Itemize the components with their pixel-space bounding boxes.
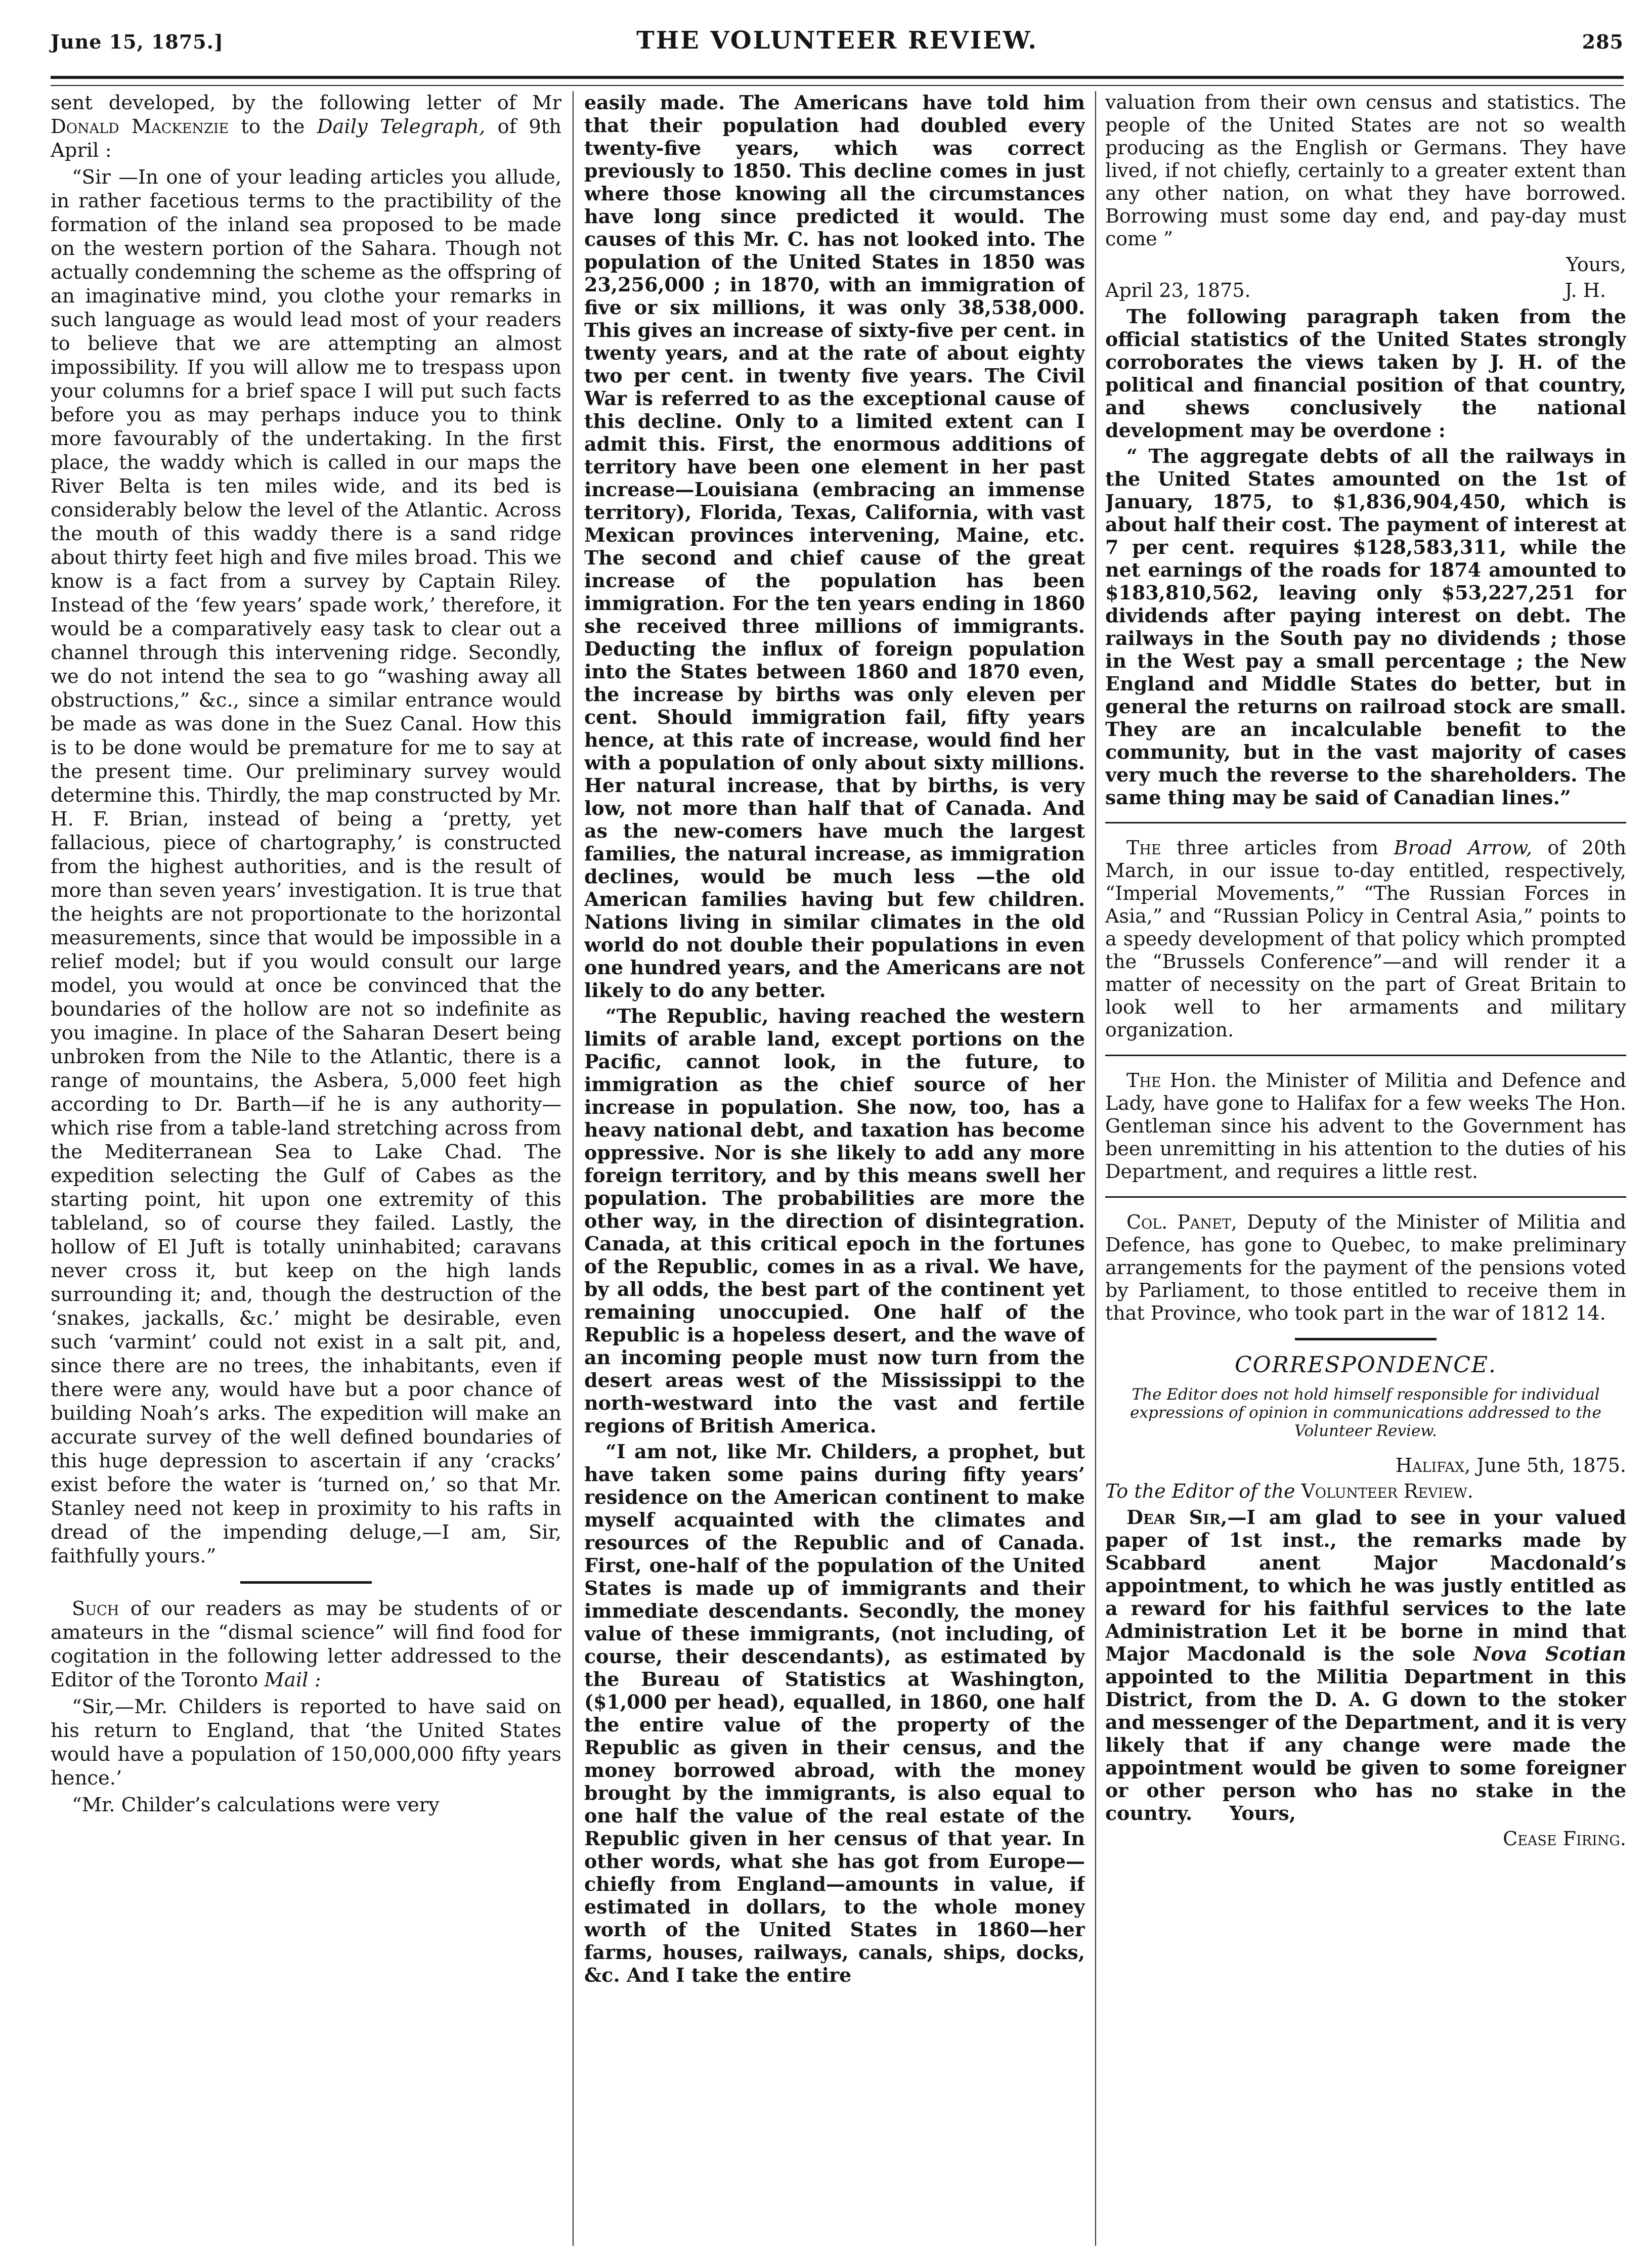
column-1 bbox=[51, 91, 561, 2246]
col3-broad-text-2: of 20th March, in our issue to-day entitled, respectively, “Imperial Movements,” “The Russian Forces in Asia,” and “Russian Policy in Central Asia,” points to a speedy development of that policy which prompted the “Brussels Conference”—and will render it a matter of necessity on the part of Great Britain to look well to her armaments and military organization. bbox=[1105, 837, 1626, 1041]
letter-body-text-2: appointed to the Militia Department in this District, from the D. A. G down to the stoker and messenger of the Department, and it is very likely that if any change were made the appointment would be given to some foreigner or other person who has no stake in the country. bbox=[1105, 1665, 1626, 1824]
dateline-date: June 5th, 1875. bbox=[1470, 1454, 1626, 1476]
col1-such-text: of our readers as may be students of or amateurs in the “dismal science” will find food for cogitation in the following letter addressed to the Editor of the Toronto bbox=[51, 1597, 561, 1691]
col1-childers-calc: “Mr. Childer’s calculations were very bbox=[72, 1794, 440, 1816]
letter-dateline bbox=[1105, 1454, 1626, 1477]
column-divider-2 bbox=[1095, 91, 1096, 2246]
section-separator bbox=[1105, 822, 1626, 823]
lead-word: Such bbox=[72, 1597, 119, 1620]
col1-paragraph-intro bbox=[51, 91, 561, 162]
col2-paragraph-1: easily made. The Americans have told him that their population had doubled every twenty-five years, which was correct previously to 1850. This decline comes in just where those knowing all the circumstances have long since predicted it would. The causes of this Mr. C. has not looked into. The population of the United States in 1850 was 23,256,000 ; in 1870, with an immigration of five or six millions, it was only 38,538,000. This gives an increase of sixty-five per cent. in twenty years, and at the rate of about eighty two per cent. in twenty five years. The Civil War is referred to as the exceptional cause of this decline. Only to a limited extent can I admit this. First, the enormous additions of territory have been one element in her past increase—Louisiana (embracing an immense territory), Florida, Texas, California, with vast Mexican provinces intervening, Maine, etc. The second and chief cause of the great increase of the population has been immigration. For the ten years ending in 1860 she received three millions of immigrants. Deducting the influx of foreign population into the States between 1860 and 1870 even, the increase by births was only eleven per cent. Should immigration fail, fifty years hence, at this rate of increase, would find her with a population of only about sixty millions. Her natural increase, that by births, is very low, not more than half that of Canada. And as the new-comers have much the largest families, the natural increase, as immigration declines, would be much less —the old American families having but few children. Nations living in similar climates in the old world do not double their populations in even one hundred years, and the Americans are not likely to do any better. bbox=[584, 91, 1085, 1002]
dateline-place: Halifax, bbox=[1395, 1454, 1471, 1476]
column-divider-1 bbox=[573, 91, 574, 2246]
col3-broad-arrow bbox=[1105, 837, 1626, 1041]
editor-disclaimer: The Editor does not hold himself responsible for individual expressions of opinion in communications addressed to the Volunteer Review. bbox=[1130, 1385, 1601, 1440]
col1-intro-text-3: of 9th April : bbox=[51, 115, 561, 162]
newspaper-title: THE VOLUNTEER REVIEW. bbox=[636, 26, 1038, 55]
col1-intro-text-2: to the bbox=[229, 115, 317, 138]
letter-yours: Yours, bbox=[1229, 1802, 1296, 1824]
newspaper-name: Daily Telegraph, bbox=[317, 115, 486, 138]
header-rule-thin bbox=[51, 85, 1624, 86]
col3-letter-date-line bbox=[1105, 279, 1626, 302]
col-panet-name: Col. Panet, bbox=[1126, 1211, 1237, 1233]
page-number: 285 bbox=[1582, 30, 1624, 53]
section-separator bbox=[1105, 1055, 1626, 1056]
letter-signature: Cease Firing. bbox=[1503, 1828, 1626, 1850]
column-3 bbox=[1105, 91, 1626, 2246]
addressee-paper: Volunteer Review. bbox=[1301, 1480, 1473, 1502]
addressee-text: To the Editor of the bbox=[1105, 1480, 1301, 1502]
section-separator bbox=[1295, 1338, 1437, 1340]
col3-broad-text: three articles from bbox=[1161, 837, 1394, 859]
section-separator bbox=[1105, 1196, 1626, 1198]
correspondence-heading: CORRESPONDENCE. bbox=[1234, 1352, 1497, 1378]
newspaper-mail: Mail : bbox=[264, 1669, 321, 1691]
nova-scotian: Nova Scotian bbox=[1473, 1642, 1626, 1665]
col1-paragraph-such bbox=[51, 1597, 561, 1692]
lead-word: The bbox=[1126, 837, 1161, 859]
letter-body bbox=[1105, 1506, 1626, 1824]
author-name: Donald Mackenzie bbox=[51, 115, 229, 138]
col3-yours: Yours, bbox=[1566, 253, 1626, 276]
col3-panet-text: Deputy of the Minister of Militia and Defence, has gone to Quebec, to make preliminary arrangements for the payment of the pensions voted by Parliament, to those entitled to receive them in that Province, who took part in the war of 1812 14. bbox=[1105, 1211, 1626, 1324]
col3-minister bbox=[1105, 1069, 1626, 1183]
page-header bbox=[51, 20, 1624, 76]
col3-paragraph-2: The following paragraph taken from the official statistics of the United States strongly corroborates the views taken by J. H. of the political and financial position of that country, and shews conclusively the national development may be overdone : bbox=[1105, 305, 1626, 442]
col3-railway-quote: “ The aggregate debts of all the railways in the United States amounted on the 1st of January, 1875, to $1,836,904,450, which is about half their cost. The payment of interest at 7 per cent. requires $128,583,311, while the net earnings of the roads for 1874 amounted to $183,810,562, leaving only $53,227,251 for dividends after paying interest on debt. The railways in the South pay no dividends ; those in the West pay a small percentage ; the New England and Middle States do better, but in general the returns on railroad stock are small. They are an incalculable benefit to the community, but in the vast majority of cases very much the reverse to the shareholders. The same thing may be said of Canadian lines.” bbox=[1105, 445, 1626, 809]
col1-childers-quote: “Sir,—Mr. Childers is reported to have said on his return to England, that ‘the United States would have a population of 150,000,000 fifty years hence.’ bbox=[51, 1695, 561, 1790]
col3-panet bbox=[1105, 1211, 1626, 1325]
section-separator bbox=[240, 1581, 372, 1584]
letter-date: April 23, 1875. bbox=[1105, 279, 1251, 301]
paper-broad-arrow: Broad Arrow, bbox=[1394, 837, 1532, 859]
col2-paragraph-3: “I am not, like Mr. Childers, a prophet, but have taken some pains during fifty years’ residence on the American continent to make myself acquainted with the climates and resources of the Republic and of Canada. First, one-half of the population of the United States is made up of immigrants and their immediate descendants. Secondly, the money value of these immigrants, (not including, of course, their descendants), as estimated by the Bureau of Statistics at Washington, ($1,000 per head), equalled, in 1860, one half the entire value of the property of the Republic as given in their census, and the money borrowed abroad, with the money brought by the immigrants, is also equal to one half the value of the real estate of the Republic given in her census of that year. In other words, what she has got from Europe—chiefly from England—amounts in value, if estimated in dollars, to the whole money worth of the United States in 1860—her farms, houses, railways, canals, ships, docks, &c. And I take the entire bbox=[584, 1440, 1085, 1986]
issue-date: June 15, 1875.] bbox=[51, 30, 224, 53]
column-2 bbox=[584, 91, 1085, 2246]
header-rule-thick bbox=[51, 76, 1624, 79]
letter-addressee bbox=[1105, 1480, 1626, 1503]
col3-minister-text: Hon. the Minister of Militia and Defence and Lady, have gone to Halifax for a few weeks The Hon. Gentleman since his advent to the Government has been unremitting in his attention to the duties of his Department, and requires a little rest. bbox=[1105, 1069, 1626, 1183]
col1-letter-body: “Sir —In one of your leading articles you allude, in rather facetious terms to the practibility of the formation of the inland sea proposed to be made on the western portion of the Sahara. Though not actually condemning the scheme as the offspring of an imaginative mind, you clothe your remarks in such language as would lead most of your readers to believe that we are attempting an almost impossibility. If you will allow me to trespass upon your columns for a brief space I will put such facts before you as may perhaps induce you to think more favourably of the undertaking. In the first place, the waddy which is called in our maps the River Belta is ten miles wide, and its bed is considerably below the level of the Atlantic. Across the mouth of this waddy there is a sand ridge about thirty feet high and five miles broad. This we know is a fact from a survey by Captain Riley. Instead of the ‘few years’ spade work,’ therefore, it would be a comparatively easy task to clear out a channel through this intervening ridge. Secondly, we do not intend the sea to go “washing away all obstructions,” &c., since a similar entrance would be made as was done in the Suez Canal. How this is to be done would be premature for me to say at the present time. Our preliminary survey would determine this. Thirdly, the map constructed by Mr. H. F. Brian, instead of being a ‘pretty, yet fallacious, piece of chartography,’ is constructed from the highest authorities, and is the result of more than seven years’ investigation. It is true that the heights are not proportionate to the horizontal measurements, since that would be impossible in a relief model; but if you would consult our large model, you would at once be convinced that the boundaries of the hollow are not so indefinite as you imagine. In place of the Saharan Desert being unbroken from the Nile to the Atlantic, there is a range of mountains, the Asbera, 5,000 feet high according to Dr. Barth—if he is any authority—which rise from a table-land stretching across from the Mediterranean Sea to Lake Chad. The expedition selecting the Gulf of Cabes as the starting point, hit upon one extremity of this tableland, so of course they failed. Lastly, the hollow of El Juft is totally uninhabited; caravans never cross it, but keep on the high lands surrounding it; and, though the destruction of the ‘snakes, jackalls, &c.’ might be desirable, even such ‘varmint’ could not exist in a salt pit, and, since there are no trees, the inhabitants, even if there were any, would have but a poor chance of building Noah’s arks. The expedition will make an accurate survey of the well defined boundaries of this huge depression to ascertain if any ‘cracks’ exist before the water is ‘turned on,’ so that Mr. Stanley need not keep in proximity to his rafts in dread of the impending deluge,—I am, Sir, faithfully yours.” bbox=[51, 166, 561, 1568]
letter-body-text: —I am glad to see in your valued paper of 1st inst., the remarks made by Scabbard anent Major Macdonald’s appointment, to which he was justly entitled as a reward for his faithful services to the late Administration Let it be borne in mind that Major Macdonald is the sole bbox=[1105, 1506, 1626, 1665]
col3-paragraph-1: valuation from their own census and statistics. The people of the United States are not so wealth producing as the English or Germans. They have lived, if not chiefly, certainly to a greater extent than any other nation, on what they have borrowed. Borrowing must some day end, and pay-day must come ” bbox=[1105, 91, 1626, 250]
col2-paragraph-2: “The Republic, having reached the western limits of arable land, except portions on the Pacific, cannot look, in the future, to immigration as the chief source of her increase in population. She now, too, has a heavy national debt, and taxation has become oppressive. Nor is she likely to add any more foreign territory, and by this means swell her population. The probabilities are more the other way, in the direction of disintegration. Canada, at this critical epoch in the fortunes of the Republic, comes in as a rival. We have, by all odds, the best part of the continent yet remaining unoccupied. One half of the Republic is a hopeless desert, and the wave of an incoming people must now turn from the desert areas west of the Mississippi to the north-westward into the vast and fertile regions of British America. bbox=[584, 1005, 1085, 1437]
lead-word: The bbox=[1126, 1069, 1161, 1092]
letter-salutation: Dear Sir, bbox=[1126, 1506, 1228, 1529]
col1-intro-text: sent developed, by the following letter of Mr bbox=[51, 92, 561, 114]
letter-initials: J. H. bbox=[1564, 279, 1606, 301]
